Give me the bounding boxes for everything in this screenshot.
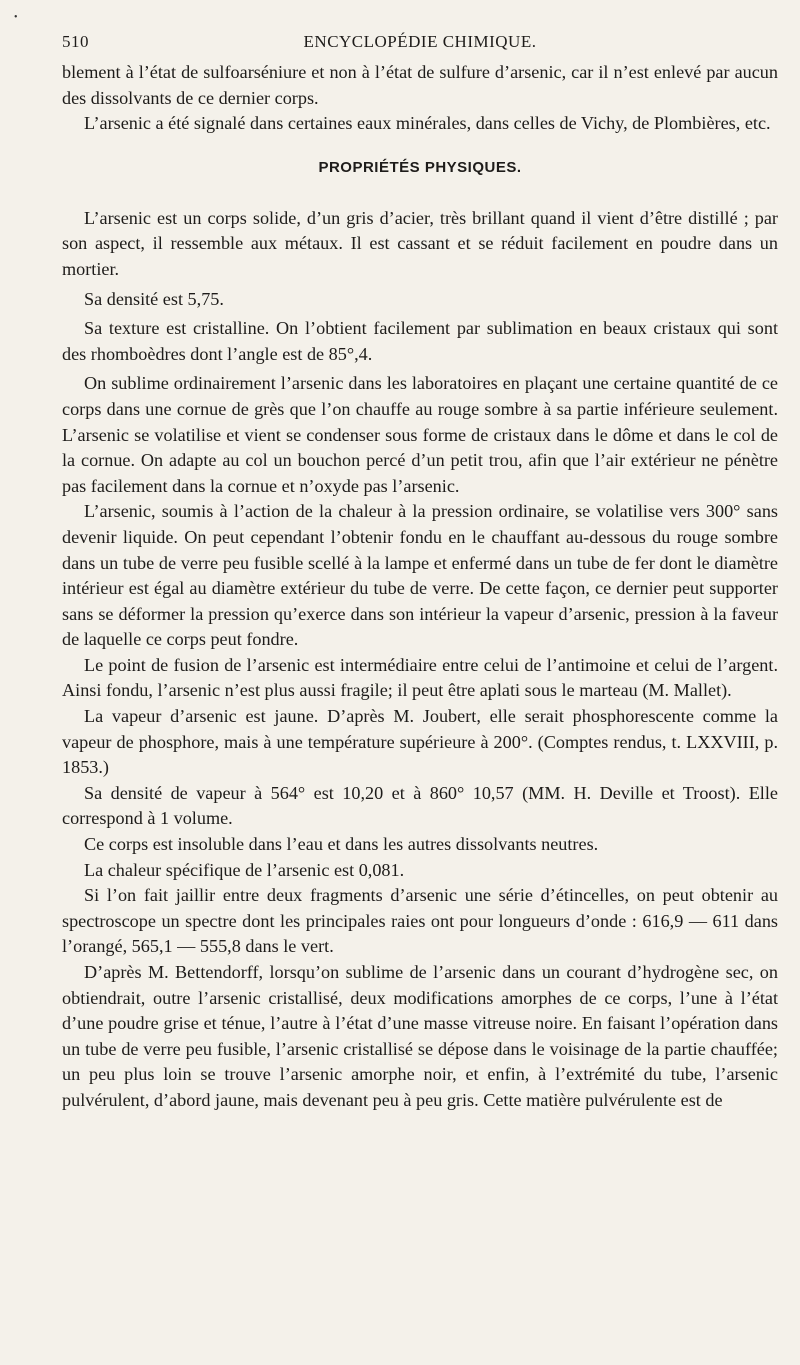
paragraph-spectrum: Si l’on fait jaillir entre deux fragments d’arsenic une série d’étincelles, on peut obtenir au spectroscope un spectre dont les principales raies ont pour longueurs d’onde : 616,9 — 611 dans l’orangé, 565,1 — 555,8 dans le vert.	[62, 885, 778, 957]
paragraph-continuation: blement à l’état de sulfoarséniure et non à l’état de sulfure d’arsenic, car il n’est enlevé par aucun des dissolvants de ce dernier corps.	[62, 62, 778, 108]
paragraph-fusion-point: Le point de fusion de l’arsenic est intermédiaire entre celui de l’antimoine et celui de l’argent. Ainsi fondu, l’arsenic n’est plus aussi fragile; il peut être aplati sous le marteau (M. Mallet).	[62, 654, 778, 701]
paragraph-insolubility: Ce corps est insoluble dans l’eau et dans les autres dissolvants neutres.	[84, 834, 599, 855]
body-text	[62, 60, 778, 1114]
paragraph-specific-heat: La chaleur spécifique de l’arsenic est 0,081.	[84, 859, 405, 880]
stray-ink-mark: •	[14, 12, 18, 23]
paragraph-vapour-density: Sa densité de vapeur à 564° est 10,20 et à 860° 10,57 (MM. H. Deville et Troost). Elle correspond à 1 volume.	[62, 782, 778, 829]
paragraph-bettendorff: D’après M. Bettendorff, lorsqu’on sublime de l’arsenic dans un courant d’hydrogène sec, on obtiendrait, outre l’arsenic cristallisé, deux modifications amorphes de ce corps, l’une à l’état d’une poudre grise et ténue, l’autre à l’état d’une masse vitreuse noire. En faisant l’opération dans un tube de verre peu fusible, l’arsenic cristallisé se dépose dans le voisinage de la partie chauffée; un peu plus loin se trouve l’arsenic amorphe noir, et enfin, à l’extrémité du tube, l’arsenic pulvérulent, d’abord jaune, mais devenant peu à peu gris. Cette matière pulvérulente est de	[62, 962, 778, 1110]
paragraph-description: L’arsenic est un corps solide, d’un gris d’acier, très brillant quand il vient d’être distillé ; par son aspect, il ressemble aux métaux. Il est cassant et se réduit facilement en poudre dans un mortier.	[62, 207, 778, 279]
paragraph-density: Sa densité est 5,75.	[84, 288, 224, 309]
section-heading: PROPRIÉTÉS PHYSIQUES.	[318, 158, 522, 176]
page-number: 510	[62, 32, 89, 51]
running-head	[62, 26, 778, 60]
paragraph-mineral-waters: L’arsenic a été signalé dans certaines eaux minérales, dans celles de Vichy, de Plombières, etc.	[84, 113, 771, 134]
paragraph-sublimation: On sublime ordinairement l’arsenic dans les laboratoires en plaçant une certaine quantité de ce corps dans une cornue de grès que l’on chauffe au rouge sombre à sa partie inférieure seulement. L’arsenic se volatilise et vient se condenser sous forme de cristaux dans le dôme et dans le col de la cornue. On adapte au col un bouchon percé d’un petit trou, afin que l’air extérieur ne pénètre pas facilement dans la cornue et n’oxyde pas l’arsenic.	[62, 373, 778, 496]
paragraph-fusion-method: L’arsenic, soumis à l’action de la chaleur à la pression ordinaire, se volatilise vers 300° sans devenir liquide. On peut cependant l’obtenir fondu en le chauffant au-dessous du rouge sombre dans un tube de verre peu fusible scellé à la lampe et enfermé dans un tube de fer dont le diamètre intérieur est égal au diamètre extérieur du tube de verre. De cette façon, ce dernier peut supporter sans se déformer la pression qu’exerce dans son intérieur la vapeur d’arsenic, pression à la faveur de laquelle ce corps peut fondre.	[62, 501, 778, 650]
paragraph-vapour: La vapeur d’arsenic est jaune. D’après M. Joubert, elle serait phosphorescente comme la vapeur de phosphore, mais à une température supérieure à 200°. (Comptes rendus, t. LXXVIII, p. 1853.)	[62, 706, 778, 778]
paragraph-texture: Sa texture est cristalline. On l’obtient facilement par sublimation en beaux cristaux qui sont des rhomboèdres dont l’angle est de 85°,4.	[62, 318, 778, 364]
running-title: ENCYCLOPÉDIE CHIMIQUE.	[303, 32, 537, 51]
